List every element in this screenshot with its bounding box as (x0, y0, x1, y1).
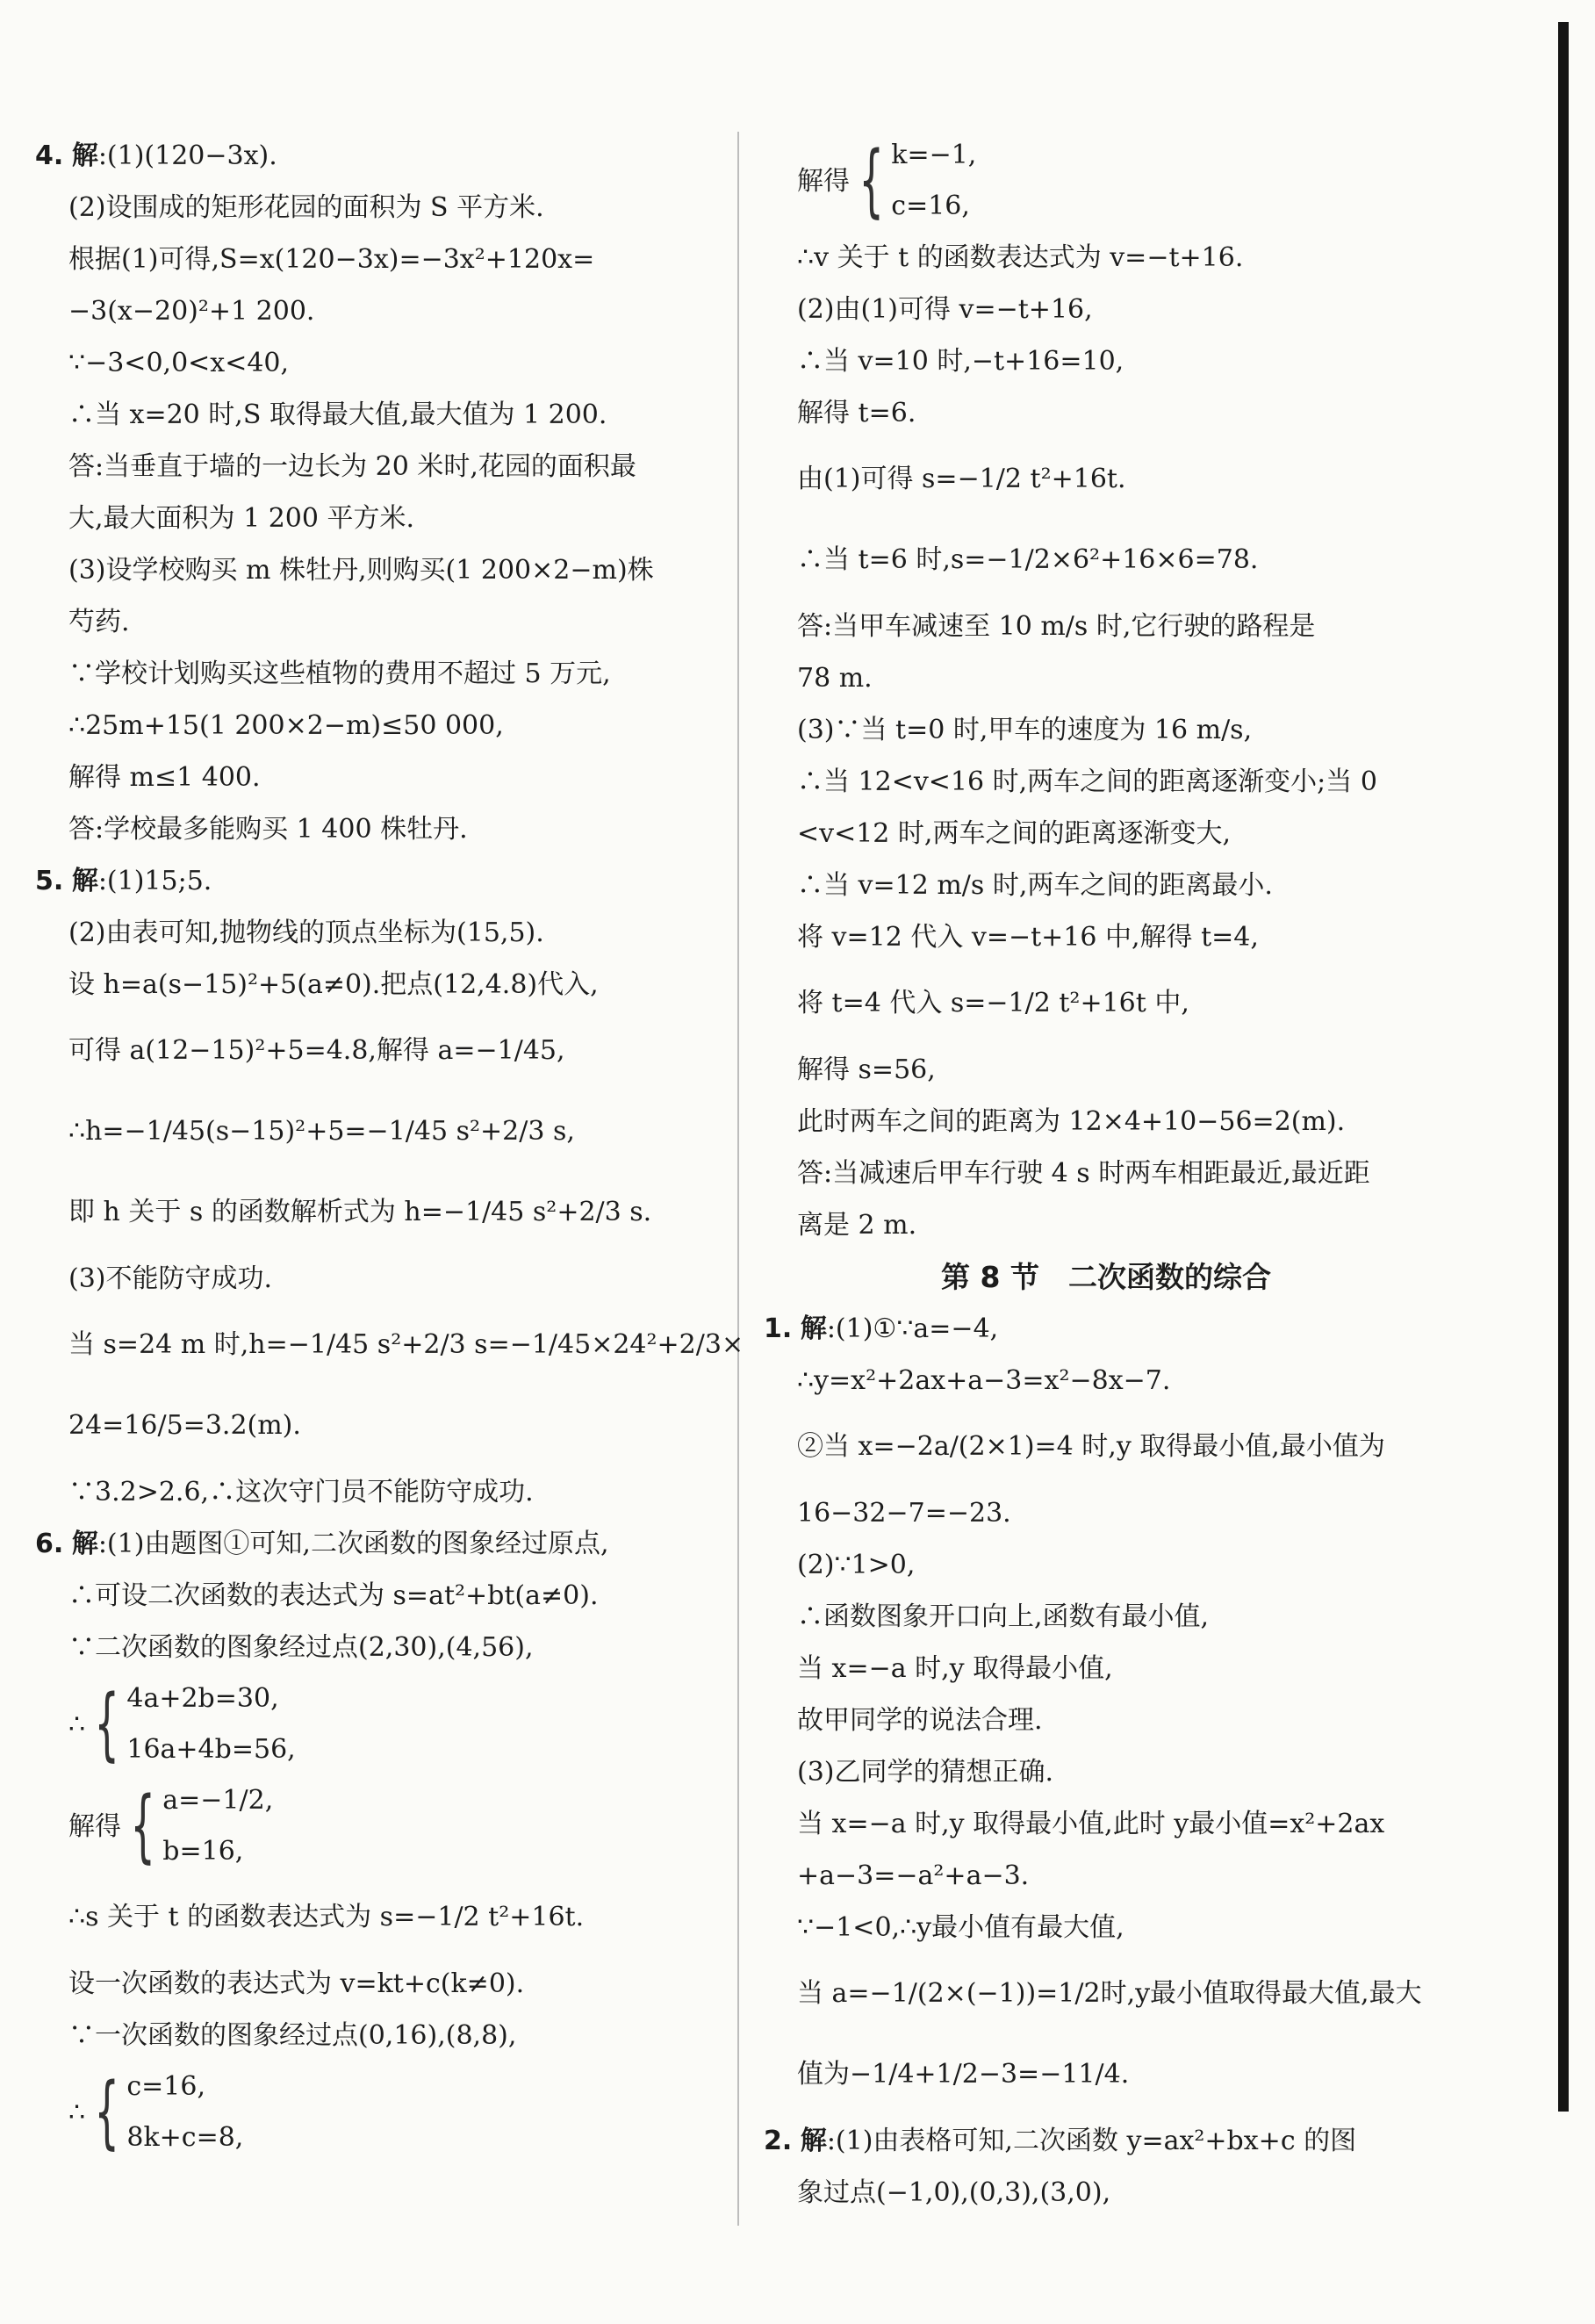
q5-line-6: (3)不能防守成功. (68, 1263, 273, 1294)
q5-line-4: ∴h=−1/45(s−15)²+5=−1/45 s²+2/3 s, (68, 1116, 575, 1147)
q4-line-6: 答:当垂直于墙的一边长为 20 米时,花园的面积最 (68, 451, 636, 482)
q5-line-2: 设 h=a(s−15)²+5(a≠0).把点(12,4.8)代入, (68, 969, 599, 1000)
brace-symbol: { (94, 2066, 120, 2158)
q6-line-2: ∵二次函数的图象经过点(2,30),(4,56), (68, 1632, 534, 1663)
q5-line-7: 当 s=24 m 时,h=−1/45 s²+2/3 s=−1/45×24²+2/3× (68, 1329, 744, 1360)
q6-line-0: 6. 解:(1)由题图①可知,二次函数的图象经过原点, (35, 1529, 609, 1559)
q1-line-8: (3)乙同学的猜想正确. (797, 1757, 1054, 1788)
q4-line-12: 解得 m≤1 400. (68, 762, 261, 793)
brace-symbol: { (130, 1780, 155, 1872)
q6-sys3-eq-0: c=16, (126, 2071, 206, 2102)
q1-line-2: ②当 x=−2a/(2×1)=4 时,y 取得最小值,最小值为 (797, 1431, 1385, 1462)
q6-line-5: ∵一次函数的图象经过点(0,16),(8,8), (68, 2020, 517, 2051)
q4-line-5: ∴当 x=20 时,S 取得最大值,最大值为 1 200. (68, 399, 607, 430)
q4-line-13: 答:学校最多能购买 1 400 株牡丹. (68, 814, 468, 845)
q6-cont-4: 由(1)可得 s=−1/2 t²+16t. (797, 464, 1126, 494)
q6-cont-8: (3)∵当 t=0 时,甲车的速度为 16 m/s, (797, 715, 1253, 745)
q2-line-1: 象过点(−1,0),(0,3),(3,0), (797, 2177, 1111, 2208)
q6-sys3-eq-1: 8k+c=8, (126, 2122, 244, 2153)
q1-line-3: 16−32−7=−23. (797, 1498, 1011, 1529)
q5-line-8: 24=16/5=3.2(m). (68, 1410, 301, 1441)
q6-cont-13: 将 t=4 代入 s=−1/2 t²+16t 中, (797, 988, 1189, 1018)
q1-line-0: 1. 解:(1)①∵a=−4, (764, 1313, 999, 1344)
q4-line-1: (2)设围成的矩形花园的面积为 S 平方米. (68, 192, 544, 223)
q1-line-1: ∴y=x²+2ax+a−3=x²−8x−7. (797, 1365, 1171, 1396)
q6-cont-7: 78 m. (797, 663, 873, 694)
q6-line-3: ∴s 关于 t 的函数表达式为 s=−1/2 t²+16t. (68, 1902, 585, 1932)
q6-cont-12: 将 v=12 代入 v=−t+16 中,解得 t=4, (797, 922, 1259, 953)
q6-system-2: 解得 { a=−1/2, b=16, (35, 1775, 720, 1877)
brace-symbol: { (859, 134, 884, 227)
q4-line-11: ∴25m+15(1 200×2−m)≤50 000, (68, 710, 504, 741)
q6-cont-1: (2)由(1)可得 v=−t+16, (797, 294, 1093, 325)
q6-line-1: ∴可设二次函数的表达式为 s=at²+bt(a≠0). (68, 1580, 599, 1611)
q6-cont-11: ∴当 v=12 m/s 时,两车之间的距离最小. (797, 870, 1273, 901)
q1-line-13: 值为−1/4+1/2−3=−11/4. (797, 2059, 1130, 2090)
q6-system-4: 解得 { k=−1, c=16, (764, 130, 1448, 232)
section-title: 第 8 节 二次函数的综合 (941, 1260, 1271, 1294)
q6-cont-16: 答:当减速后甲车行驶 4 s 时两车相距最近,最近距 (797, 1158, 1370, 1189)
scan-edge-bar (1558, 22, 1569, 2112)
q6-system-3: ∴ { c=16, 8k+c=8, (35, 2061, 720, 2163)
q4-line-3: −3(x−20)²+1 200. (68, 296, 315, 327)
q1-line-7: 故甲同学的说法合理. (797, 1705, 1043, 1736)
q4-line-8: (3)设学校购买 m 株牡丹,则购买(1 200×2−m)株 (68, 555, 654, 586)
q4-line-10: ∵学校计划购买这些植物的费用不超过 5 万元, (68, 658, 611, 689)
q6-line-4: 设一次函数的表达式为 v=kt+c(k≠0). (68, 1968, 525, 1999)
q6-cont-6: 答:当甲车减速至 10 m/s 时,它行驶的路程是 (797, 611, 1316, 642)
right-column (764, 130, 1448, 2219)
q1-line-10: +a−3=−a²+a−3. (797, 1860, 1030, 1891)
q5-line-9: ∵3.2>2.6,∴这次守门员不能防守成功. (68, 1477, 534, 1507)
q4-line-0: 4. 解:(1)(120−3x). (35, 140, 277, 171)
q6-cont-9: ∴当 12<v<16 时,两车之间的距离逐渐变小;当 0 (797, 766, 1377, 797)
q5-line-1: (2)由表可知,抛物线的顶点坐标为(15,5). (68, 917, 544, 948)
q6-system-1: ∴ { 4a+2b=30, 16a+4b=56, (35, 1673, 720, 1775)
q6-cont-17: 离是 2 m. (797, 1210, 917, 1241)
q6-sys2-eq-0: a=−1/2, (162, 1785, 274, 1816)
q6-cont-5: ∴当 t=6 时,s=−1/2×6²+16×6=78. (797, 544, 1259, 575)
q1-line-6: 当 x=−a 时,y 取得最小值, (797, 1653, 1113, 1684)
column-divider (737, 132, 739, 2226)
q1-line-4: (2)∵1>0, (797, 1550, 916, 1580)
q1-line-9: 当 x=−a 时,y 取得最小值,此时 y最小值=x²+2ax (797, 1809, 1385, 1839)
q1-line-5: ∴函数图象开口向上,函数有最小值, (797, 1601, 1210, 1632)
q6-cont-0: ∴v 关于 t 的函数表达式为 v=−t+16. (797, 242, 1244, 273)
q6-cont-15: 此时两车之间的距离为 12×4+10−56=2(m). (797, 1106, 1346, 1137)
left-column (35, 130, 744, 2163)
q5-line-0: 5. 解:(1)15;5. (35, 866, 212, 896)
q4-line-4: ∵−3<0,0<x<40, (68, 348, 290, 378)
q6-sys2-eq-1: b=16, (162, 1836, 244, 1867)
q6-cont-3: 解得 t=6. (797, 398, 916, 428)
q4-line-9: 芍药. (68, 607, 130, 637)
q5-line-5: 即 h 关于 s 的函数解析式为 h=−1/45 s²+2/3 s. (68, 1197, 652, 1227)
q6-cont-14: 解得 s=56, (797, 1054, 936, 1085)
q1-line-12: 当 a=−1/(2×(−1))=1/2时,y最小值取得最大值,最大 (797, 1978, 1422, 2009)
q6-cont-10: <v<12 时,两车之间的距离逐渐变大, (797, 818, 1232, 849)
q2-line-0: 2. 解:(1)由表格可知,二次函数 y=ax²+bx+c 的图 (764, 2126, 1357, 2156)
brace-symbol: { (94, 1678, 120, 1770)
q6-sys4-eq-0: k=−1, (891, 140, 977, 170)
q1-line-11: ∵−1<0,∴y最小值有最大值, (797, 1912, 1124, 1943)
q6-sys1-eq-1: 16a+4b=56, (126, 1734, 296, 1765)
q4-line-2: 根据(1)可得,S=x(120−3x)=−3x²+120x= (68, 244, 595, 275)
q6-sys1-eq-0: 4a+2b=30, (126, 1683, 279, 1714)
q4-line-7: 大,最大面积为 1 200 平方米. (68, 503, 415, 534)
q6-sys4-eq-1: c=16, (891, 191, 970, 221)
q5-line-3: 可得 a(12−15)²+5=4.8,解得 a=−1/45, (68, 1035, 565, 1066)
q6-cont-2: ∴当 v=10 时,−t+16=10, (797, 346, 1124, 377)
